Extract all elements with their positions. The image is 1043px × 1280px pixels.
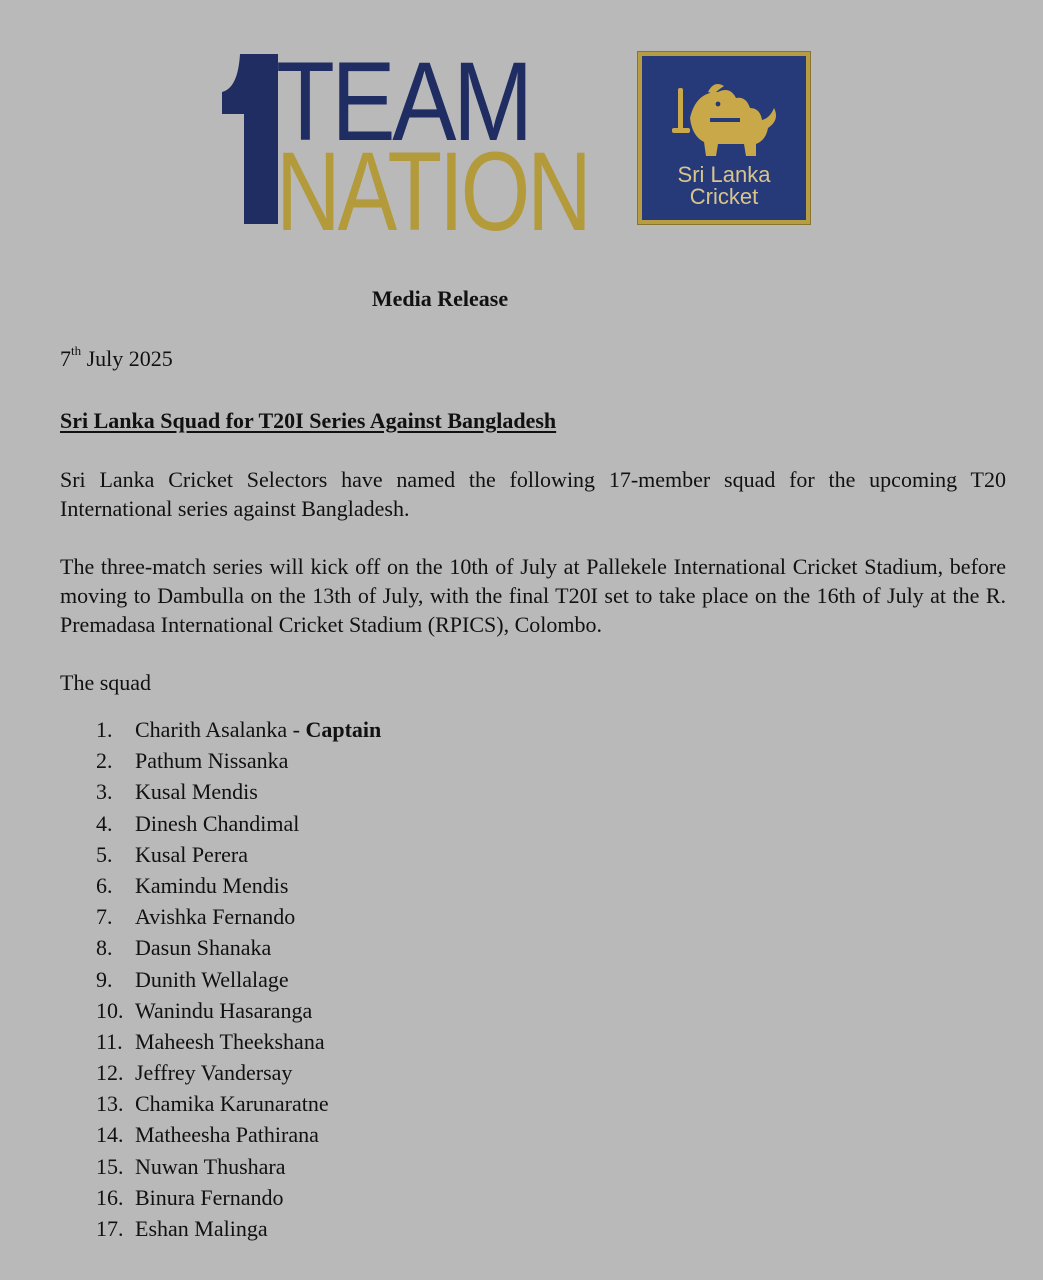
media-release-heading: Media Release <box>371 286 509 311</box>
squad-list-item <box>96 1153 381 1184</box>
squad-list-item <box>96 778 381 809</box>
date-day: 7 <box>60 346 71 371</box>
squad-list-item <box>96 934 381 965</box>
squad-item-number: 10. <box>96 997 124 1023</box>
squad-item-number: 1. <box>96 717 113 742</box>
squad-item-number: 6. <box>96 872 113 898</box>
squad-item-number: 16. <box>96 1184 124 1210</box>
player-name: Maheesh Theekshana <box>135 1028 325 1054</box>
player-role-captain: Captain <box>305 717 382 742</box>
player-name: Dunith Wellalage <box>135 966 289 992</box>
squad-item-number: 14. <box>96 1122 124 1148</box>
squad-item-number: 5. <box>96 841 113 867</box>
squad-list-item <box>96 997 381 1028</box>
logo-word-nation: NATION <box>276 129 589 254</box>
squad-item-number: 9. <box>96 966 113 992</box>
player-name: Avishka Fernando <box>135 904 296 930</box>
squad-item-number: 7. <box>96 904 113 930</box>
squad-list-item <box>96 1059 381 1090</box>
player-name: Charith Asalanka - <box>135 717 306 742</box>
squad-list-item <box>96 1184 381 1215</box>
squad-item-number: 3. <box>96 779 113 805</box>
squad-list-item <box>96 841 381 872</box>
date-month-year: July 2025 <box>81 346 173 371</box>
player-name: Dasun Shanaka <box>135 935 272 961</box>
player-name: Kamindu Mendis <box>135 872 289 898</box>
squad-list-item <box>96 872 381 903</box>
squad-item-number: 12. <box>96 1060 124 1086</box>
release-title: Sri Lanka Squad for T20I Series Against Bangladesh <box>60 408 557 433</box>
player-name: Pathum Nissanka <box>135 748 289 774</box>
paragraph-series-schedule: The three-match series will kick off on the 10th of July at Pallekele International Cricket Stadium, before moving to Dambulla on the 13th of July, with the final T20I set to take place on the 16th of July at the R. Premadasa International Cricket Stadium (RPICS), Colombo. <box>60 554 1006 637</box>
player-name: Binura Fernando <box>135 1184 284 1210</box>
player-name: Wanindu Hasaranga <box>135 997 313 1023</box>
sri-lanka-cricket-badge <box>638 52 810 224</box>
squad-list <box>96 716 381 1246</box>
logo-word-team: TEAM <box>276 39 530 164</box>
squad-list-item <box>96 810 381 841</box>
squad-list-item <box>96 1028 381 1059</box>
squad-item-number: 4. <box>96 810 113 836</box>
date-ordinal-suffix: th <box>71 343 82 358</box>
squad-item-number: 13. <box>96 1091 124 1117</box>
numeral-one-logo-mark <box>218 50 280 226</box>
squad-list-item <box>96 716 381 747</box>
squad-list-item <box>96 747 381 778</box>
player-name: Jeffrey Vandersay <box>135 1060 293 1086</box>
player-name: Nuwan Thushara <box>135 1153 286 1179</box>
player-name: Kusal Perera <box>135 841 249 867</box>
release-date <box>60 343 173 372</box>
squad-item-number: 17. <box>96 1216 124 1241</box>
player-name: Matheesha Pathirana <box>135 1122 319 1148</box>
player-name: Kusal Mendis <box>135 779 258 805</box>
squad-label: The squad <box>60 670 152 695</box>
player-name: Chamika Karunaratne <box>135 1091 329 1117</box>
player-name: Eshan Malinga <box>135 1216 268 1241</box>
squad-item-number: 8. <box>96 935 113 961</box>
badge-text-cricket: Cricket <box>689 184 759 209</box>
paragraph-squad-announcement: Sri Lanka Cricket Selectors have named the following 17-member squad for the upcoming T20 International series against Bangladesh. <box>60 467 1006 521</box>
one-team-one-nation-logo <box>218 39 818 254</box>
badge-text-sri-lanka: Sri Lanka <box>677 162 771 187</box>
squad-list-item <box>96 1215 381 1246</box>
squad-list-item <box>96 1090 381 1121</box>
player-name: Dinesh Chandimal <box>135 810 300 836</box>
squad-list-item <box>96 1121 381 1152</box>
squad-item-number: 11. <box>96 1028 123 1054</box>
lion-emblem-icon <box>670 78 780 158</box>
squad-item-number: 15. <box>96 1153 124 1179</box>
squad-list-item <box>96 903 381 934</box>
squad-list-item <box>96 966 381 997</box>
squad-item-number: 2. <box>96 748 113 774</box>
